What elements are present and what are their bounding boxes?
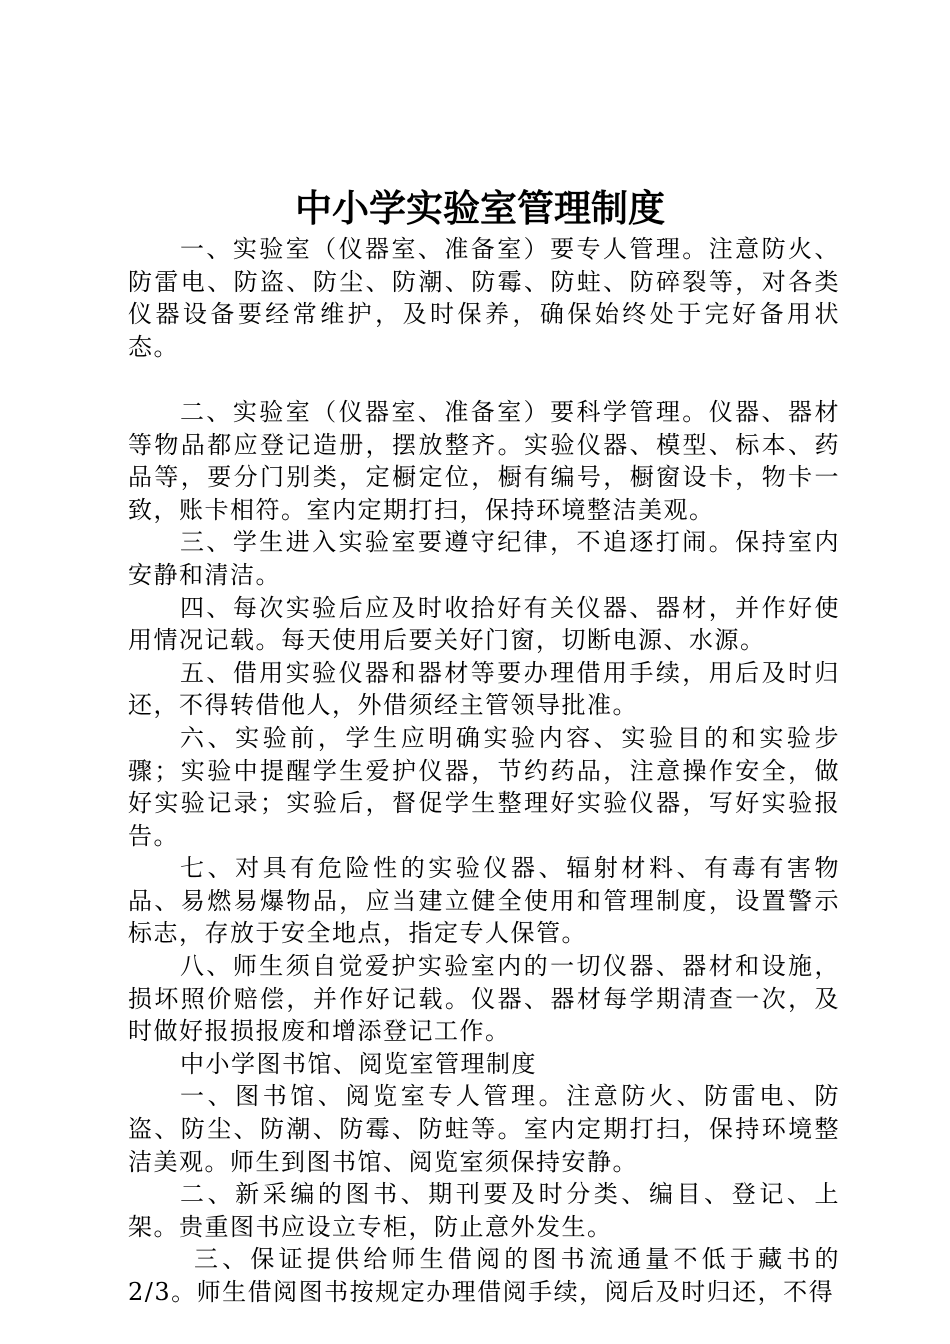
lab-rule-5: 五、借用实验仪器和器材等要办理借用手续，用后及时归还，不得转借他人，外借须经主管领导批准。 [128, 658, 840, 720]
lab-rule-3: 三、学生进入实验室要遵守纪律，不追逐打闹。保持室内安静和清洁。 [128, 528, 840, 589]
lab-rule-7: 七、对具有危险性的实验仪器、辐射材料、有毒有害物品、易燃易爆物品，应当建立健全使用和管理制度，设置警示标志，存放于安全地点，指定专人保管。 [128, 854, 840, 948]
document-title: 中小学实验室管理制度 [295, 186, 665, 230]
library-rule-1: 一、图书馆、阅览室专人管理。注意防火、防雷电、防盗、防尘、防潮、防霉、防蛀等。室内定期打扫，保持环境整洁美观。师生到图书馆、阅览室须保持安静。 [128, 1082, 840, 1176]
library-rule-3: 三、保证提供给师生借阅的图书流通量不低于藏书的2/3。师生借阅图书按规定办理借阅手续，阅后及时归还，不得 [128, 1245, 840, 1306]
library-rule-2: 二、新采编的图书、期刊要及时分类、编目、登记、上架。贵重图书应设立专柜，防止意外发生。 [128, 1180, 840, 1241]
lab-rule-2: 二、实验室（仪器室、准备室）要科学管理。仪器、器材等物品都应登记造册，摆放整齐。实验仪器、模型、标本、药品等，要分门别类，定橱定位，橱有编号，橱窗设卡，物卡一致，账卡相符。室内定期打扫，保持环境整洁美观。 [128, 397, 840, 524]
library-section-heading: 中小学图书馆、阅览室管理制度 [180, 1049, 537, 1078]
lab-rule-4: 四、每次实验后应及时收拾好有关仪器、器材，并作好使用情况记载。每天使用后要关好门窗，切断电源、水源。 [128, 593, 840, 655]
lab-rule-8: 八、师生须自觉爱护实验室内的一切仪器、器材和设施，损坏照价赔偿，并作好记载。仪器、器材每学期清查一次，及时做好报损报废和增添登记工作。 [128, 952, 840, 1046]
lab-rule-1: 一、实验室（仪器室、准备室）要专人管理。注意防火、防雷电、防盗、防尘、防潮、防霉、防蛀、防碎裂等，对各类仪器设备要经常维护，及时保养，确保始终处于完好备用状态。 [128, 235, 840, 361]
lab-rule-6: 六、实验前，学生应明确实验内容、实验目的和实验步骤；实验中提醒学生爱护仪器，节约药品，注意操作安全，做好实验记录；实验后，督促学生整理好实验仪器，写好实验报告。 [128, 723, 840, 850]
document-body [128, 233, 840, 1309]
